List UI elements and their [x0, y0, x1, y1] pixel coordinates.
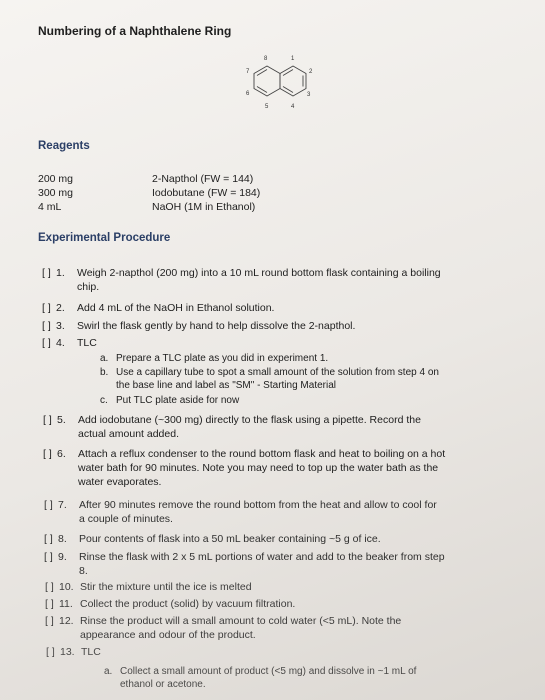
- reagents-heading: Reagents: [38, 140, 90, 152]
- step-text: appearance and odour of the product.: [80, 629, 256, 641]
- reagent-chemical: 2-Napthol (FW = 144): [152, 173, 254, 185]
- naphthalene-diagram: [222, 46, 312, 118]
- procedure-heading: Experimental Procedure: [38, 232, 171, 244]
- reagent-amount: 300 mg: [38, 187, 74, 199]
- step-text: Add iodobutane (~300 mg) directly to the flask using a pipette. Record the: [78, 414, 421, 426]
- step-number: 2.: [56, 302, 65, 314]
- step-number: 8.: [58, 533, 67, 545]
- step-text: TLC: [81, 646, 101, 658]
- step-text: a couple of minutes.: [79, 513, 173, 525]
- step-checkbox: [ ]: [46, 646, 55, 658]
- substep-text: the base line and label as "SM" - Starting Material: [116, 380, 336, 391]
- step-checkbox: [ ]: [44, 533, 53, 545]
- step-number: 12.: [59, 615, 74, 627]
- step-checkbox: [ ]: [45, 615, 54, 627]
- ring-number-3: 3: [307, 92, 311, 98]
- substep-text: Collect a small amount of product (<5 mg) and dissolve in ~1 mL of: [120, 666, 417, 677]
- substep-text: Prepare a TLC plate as you did in experiment 1.: [116, 353, 329, 364]
- step-text: Add 4 mL of the NaOH in Ethanol solution.: [77, 302, 275, 314]
- step-text: Weigh 2-napthol (200 mg) into a 10 mL round bottom flask containing a boiling: [77, 267, 441, 279]
- step-number: 10.: [59, 581, 74, 593]
- step-checkbox: [ ]: [42, 302, 51, 314]
- substep-letter: a.: [100, 353, 109, 364]
- step-text: After 90 minutes remove the round bottom from the heat and allow to cool for: [79, 499, 437, 511]
- step-checkbox: [ ]: [42, 337, 51, 349]
- reagent-amount: 200 mg: [38, 173, 74, 185]
- step-checkbox: [ ]: [45, 598, 54, 610]
- substep-text: Put TLC plate aside for now: [116, 395, 240, 406]
- step-number: 9.: [58, 551, 67, 563]
- step-text: water evaporates.: [78, 476, 162, 488]
- step-text: Rinse the flask with 2 x 5 mL portions of water and add to the beaker from step: [79, 551, 445, 563]
- step-number: 6.: [57, 448, 66, 460]
- step-checkbox: [ ]: [44, 499, 53, 511]
- reagent-chemical: Iodobutane (FW = 184): [152, 187, 261, 199]
- step-number: 1.: [56, 267, 65, 279]
- substep-letter: a.: [104, 666, 113, 677]
- substep-text: Use a capillary tube to spot a small amount of the solution from step 4 on: [116, 367, 439, 378]
- step-number: 5.: [57, 414, 66, 426]
- reagent-row: [38, 187, 498, 201]
- reagent-chemical: NaOH (1M in Ethanol): [152, 201, 256, 213]
- step-checkbox: [ ]: [43, 414, 52, 426]
- step-text: chip.: [77, 281, 100, 293]
- step-checkbox: [ ]: [43, 448, 52, 460]
- substep-letter: b.: [100, 367, 109, 378]
- ring-number-8: 8: [264, 56, 268, 62]
- step-checkbox: [ ]: [42, 320, 51, 332]
- reagent-row: [38, 173, 498, 187]
- step-text: actual amount added.: [78, 428, 179, 440]
- step-text: Swirl the flask gently by hand to help dissolve the 2-napthol.: [77, 320, 356, 332]
- page-title: Numbering of a Naphthalene Ring: [38, 24, 232, 38]
- reagent-amount: 4 mL: [38, 201, 62, 213]
- ring-number-7: 7: [246, 69, 250, 75]
- ring-number-1: 1: [291, 56, 295, 62]
- substep-letter: c.: [100, 395, 108, 406]
- ring-number-5: 5: [265, 104, 269, 110]
- step-checkbox: [ ]: [44, 551, 53, 563]
- step-text: 8.: [79, 565, 88, 577]
- step-number: 13.: [60, 646, 75, 658]
- step-number: 7.: [58, 499, 67, 511]
- step-text: Attach a reflux condenser to the round bottom flask and heat to boiling on a hot: [78, 448, 446, 460]
- step-number: 3.: [56, 320, 65, 332]
- step-checkbox: [ ]: [45, 581, 54, 593]
- step-text: Stir the mixture until the ice is melted: [80, 581, 252, 593]
- step-number: 4.: [56, 337, 65, 349]
- reagent-row: [38, 201, 498, 215]
- step-text: Pour contents of flask into a 50 mL beaker containing ~5 g of ice.: [79, 533, 381, 545]
- step-number: 11.: [59, 598, 73, 610]
- step-text: Collect the product (solid) by vacuum filtration.: [80, 598, 296, 610]
- substep-text: ethanol or acetone.: [120, 679, 206, 690]
- ring-number-4: 4: [291, 104, 295, 110]
- ring-number-2: 2: [309, 69, 313, 75]
- step-text: Rinse the product will a small amount to cold water (<5 mL). Note the: [80, 615, 402, 627]
- step-text: water bath for 90 minutes. Note you may need to top up the water bath as the: [78, 462, 439, 474]
- step-checkbox: [ ]: [42, 267, 51, 279]
- step-text: TLC: [77, 337, 97, 349]
- ring-number-6: 6: [246, 91, 250, 97]
